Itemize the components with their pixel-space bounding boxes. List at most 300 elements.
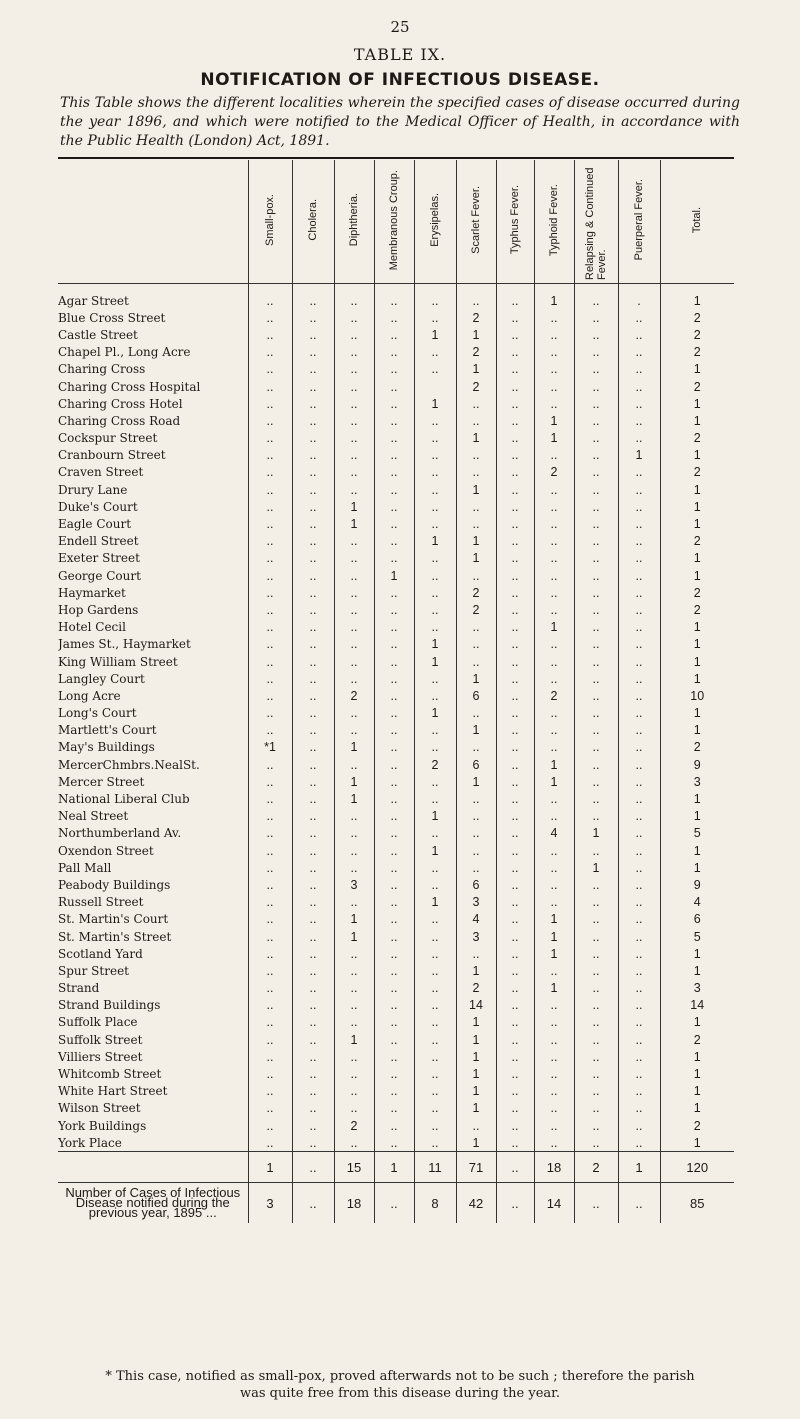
locality-name: Northumberland Av. bbox=[58, 826, 182, 841]
table-row bbox=[58, 1083, 734, 1100]
cell-value: .. bbox=[334, 481, 374, 498]
cell-value: .. bbox=[496, 687, 534, 704]
cell-value: .. bbox=[248, 825, 292, 842]
total-value: .. bbox=[496, 1152, 534, 1183]
cell-value: .. bbox=[334, 464, 374, 481]
previous-year-value: 3 bbox=[248, 1183, 292, 1224]
cell-value: .. bbox=[534, 876, 574, 893]
column-header bbox=[374, 160, 414, 284]
cell-value: .. bbox=[374, 653, 414, 670]
cell-value: .. bbox=[574, 945, 618, 962]
locality-name: Villiers Street bbox=[58, 1049, 143, 1064]
cell-value: .. bbox=[496, 980, 534, 997]
cell-value: 3 bbox=[456, 928, 496, 945]
locality-name: Peabody Buildings bbox=[58, 877, 171, 892]
cell-value: 2 bbox=[660, 601, 734, 618]
cell-value: .. bbox=[248, 670, 292, 687]
cell-value: .. bbox=[574, 1048, 618, 1065]
cell-value: 1 bbox=[660, 515, 734, 532]
cell-value: .. bbox=[374, 739, 414, 756]
cell-value: .. bbox=[414, 739, 456, 756]
column-header bbox=[496, 160, 534, 284]
cell-value: .. bbox=[496, 361, 534, 378]
cell-value: .. bbox=[496, 1117, 534, 1134]
cell-value: .. bbox=[574, 430, 618, 447]
previous-year-label: Number of Cases of Infectious Disease notified during the previous year, 1895 ... bbox=[58, 1183, 248, 1224]
cell-value: .. bbox=[414, 1117, 456, 1134]
cell-value: 1 bbox=[660, 1100, 734, 1117]
cell-value: .. bbox=[618, 1014, 660, 1031]
cell-value: .. bbox=[574, 309, 618, 326]
cell-value: 1 bbox=[534, 412, 574, 429]
cell-value: .. bbox=[574, 533, 618, 550]
column-header-label: Diphtheria. bbox=[348, 193, 360, 247]
cell-value: .. bbox=[374, 464, 414, 481]
cell-value: .. bbox=[496, 533, 534, 550]
previous-year-value: .. bbox=[618, 1183, 660, 1224]
cell-value: 1 bbox=[660, 284, 734, 310]
table-row bbox=[58, 722, 734, 739]
cell-value: .. bbox=[496, 945, 534, 962]
cell-value: .. bbox=[534, 1100, 574, 1117]
locality-name: Charing Cross Hospital bbox=[58, 379, 201, 394]
cell-value: .. bbox=[248, 344, 292, 361]
cell-value: .. bbox=[292, 739, 334, 756]
cell-value: 2 bbox=[456, 344, 496, 361]
cell-value: .. bbox=[292, 533, 334, 550]
locality-name: James St., Haymarket bbox=[58, 637, 191, 652]
cell-value: .. bbox=[456, 1117, 496, 1134]
previous-year-value: 42 bbox=[456, 1183, 496, 1224]
cell-value: .. bbox=[618, 481, 660, 498]
cell-value: .. bbox=[534, 808, 574, 825]
cell-value: 1 bbox=[660, 653, 734, 670]
cell-value: 1 bbox=[456, 722, 496, 739]
locality-name: Strand bbox=[58, 981, 100, 996]
cell-value: .. bbox=[574, 928, 618, 945]
cell-value: .. bbox=[574, 1031, 618, 1048]
cell-value: .. bbox=[414, 1134, 456, 1152]
cell-value: .. bbox=[414, 481, 456, 498]
cell-value: 6 bbox=[456, 876, 496, 893]
cell-value: .. bbox=[574, 670, 618, 687]
cell-value: .. bbox=[574, 980, 618, 997]
cell-value: 14 bbox=[660, 997, 734, 1014]
cell-value: .. bbox=[334, 619, 374, 636]
cell-value: .. bbox=[574, 997, 618, 1014]
locality-name: Long Acre bbox=[58, 688, 121, 703]
cell-value: .. bbox=[374, 705, 414, 722]
cell-value: .. bbox=[334, 550, 374, 567]
cell-value: 1 bbox=[660, 1014, 734, 1031]
locality-name: Charing Cross bbox=[58, 362, 146, 377]
table-row bbox=[58, 584, 734, 601]
table-row bbox=[58, 859, 734, 876]
cell-value: 2 bbox=[660, 464, 734, 481]
cell-value: .. bbox=[292, 722, 334, 739]
cell-value: .. bbox=[534, 859, 574, 876]
cell-value: 1 bbox=[334, 1031, 374, 1048]
cell-value: .. bbox=[618, 636, 660, 653]
cell-value: .. bbox=[534, 567, 574, 584]
cell-value: .. bbox=[618, 653, 660, 670]
cell-value: 1 bbox=[334, 790, 374, 807]
locality-name: Drury Lane bbox=[58, 482, 128, 497]
previous-year-value: .. bbox=[496, 1183, 534, 1224]
cell-value: .. bbox=[292, 481, 334, 498]
cell-value: .. bbox=[618, 980, 660, 997]
locality-name: Russell Street bbox=[58, 895, 144, 910]
top-rule bbox=[58, 157, 734, 159]
cell-value: 1 bbox=[534, 980, 574, 997]
cell-value: 9 bbox=[660, 756, 734, 773]
cell-value: .. bbox=[618, 722, 660, 739]
total-value: 18 bbox=[534, 1152, 574, 1183]
table-row bbox=[58, 1134, 734, 1152]
cell-value: 1 bbox=[456, 1100, 496, 1117]
cell-value: .. bbox=[248, 464, 292, 481]
cell-value: .. bbox=[292, 842, 334, 859]
cell-value: .. bbox=[414, 773, 456, 790]
locality-name: Suffolk Place bbox=[58, 1015, 138, 1030]
cell-value: .. bbox=[334, 378, 374, 395]
locality-name: Hotel Cecil bbox=[58, 620, 126, 635]
cell-value: .. bbox=[414, 1083, 456, 1100]
table-row bbox=[58, 447, 734, 464]
cell-value: .. bbox=[618, 567, 660, 584]
cell-value: . bbox=[618, 284, 660, 310]
cell-value: .. bbox=[574, 412, 618, 429]
cell-value: 1 bbox=[618, 447, 660, 464]
cell-value: .. bbox=[456, 825, 496, 842]
cell-value: .. bbox=[574, 636, 618, 653]
cell-value: .. bbox=[248, 1117, 292, 1134]
cell-value: .. bbox=[374, 344, 414, 361]
cell-value: .. bbox=[574, 1117, 618, 1134]
cell-value: .. bbox=[574, 361, 618, 378]
cell-value: 1 bbox=[456, 773, 496, 790]
cell-value: .. bbox=[414, 584, 456, 601]
locality-name: National Liberal Club bbox=[58, 792, 190, 807]
cell-value: 1 bbox=[660, 790, 734, 807]
cell-value: .. bbox=[618, 773, 660, 790]
cell-value: .. bbox=[414, 344, 456, 361]
locality-name: Strand Buildings bbox=[58, 998, 161, 1013]
column-header bbox=[456, 160, 496, 284]
cell-value: .. bbox=[248, 284, 292, 310]
cell-value: .. bbox=[248, 1014, 292, 1031]
table-body bbox=[58, 284, 734, 1224]
cell-value: .. bbox=[374, 773, 414, 790]
cell-value: .. bbox=[496, 773, 534, 790]
cell-value: .. bbox=[574, 1083, 618, 1100]
cell-value: .. bbox=[534, 722, 574, 739]
cell-value: .. bbox=[292, 859, 334, 876]
cell-value: .. bbox=[414, 945, 456, 962]
table-row bbox=[58, 378, 734, 395]
cell-value: .. bbox=[248, 894, 292, 911]
cell-value: 1 bbox=[534, 430, 574, 447]
cell-value: .. bbox=[618, 687, 660, 704]
cell-value: .. bbox=[248, 515, 292, 532]
cell-value: .. bbox=[534, 550, 574, 567]
locality-name: Mercer Street bbox=[58, 774, 145, 789]
cell-value: .. bbox=[248, 326, 292, 343]
cell-value: .. bbox=[248, 533, 292, 550]
cell-value: .. bbox=[414, 670, 456, 687]
cell-value: .. bbox=[574, 284, 618, 310]
cell-value: 1 bbox=[574, 825, 618, 842]
cell-value: .. bbox=[248, 997, 292, 1014]
cell-value: 1 bbox=[660, 808, 734, 825]
cell-value: 2 bbox=[660, 1117, 734, 1134]
cell-value: .. bbox=[534, 344, 574, 361]
cell-value: .. bbox=[574, 790, 618, 807]
cell-value: .. bbox=[334, 1100, 374, 1117]
footnote: * This case, notified as small-pox, proved afterwards not to be such ; therefore the parish was quite free from this disease during the year. bbox=[105, 1369, 695, 1401]
column-header-label: Small-pox. bbox=[264, 194, 276, 246]
totals-row bbox=[58, 1152, 734, 1183]
cell-value: .. bbox=[618, 790, 660, 807]
cell-value: .. bbox=[414, 876, 456, 893]
cell-value: .. bbox=[414, 447, 456, 464]
cell-value: .. bbox=[574, 1065, 618, 1082]
cell-value: .. bbox=[534, 842, 574, 859]
cell-value: .. bbox=[496, 378, 534, 395]
cell-value: .. bbox=[334, 326, 374, 343]
cell-value: .. bbox=[292, 584, 334, 601]
cell-value: 1 bbox=[334, 515, 374, 532]
cell-value: .. bbox=[334, 722, 374, 739]
cell-value: .. bbox=[248, 619, 292, 636]
locality-name: Pall Mall bbox=[58, 860, 112, 875]
cell-value: .. bbox=[456, 395, 496, 412]
cell-value: 1 bbox=[414, 395, 456, 412]
cell-value: .. bbox=[496, 1048, 534, 1065]
cell-value: .. bbox=[456, 567, 496, 584]
table-row bbox=[58, 498, 734, 515]
cell-value: .. bbox=[374, 395, 414, 412]
locality-name: Exeter Street bbox=[58, 551, 140, 566]
cell-value: .. bbox=[496, 670, 534, 687]
table-row bbox=[58, 911, 734, 928]
cell-value: .. bbox=[496, 928, 534, 945]
cell-value: .. bbox=[334, 1083, 374, 1100]
cell-value: .. bbox=[618, 533, 660, 550]
cell-value: .. bbox=[292, 945, 334, 962]
cell-value: .. bbox=[374, 533, 414, 550]
locality-name: Long's Court bbox=[58, 706, 137, 721]
locality-name: Blue Cross Street bbox=[58, 310, 166, 325]
cell-value: .. bbox=[618, 1134, 660, 1152]
cell-value: .. bbox=[574, 876, 618, 893]
cell-value: 6 bbox=[660, 911, 734, 928]
column-header-label: Erysipelas. bbox=[429, 193, 441, 247]
cell-value: 1 bbox=[660, 636, 734, 653]
cell-value: .. bbox=[496, 1065, 534, 1082]
cell-value: .. bbox=[334, 670, 374, 687]
cell-value: .. bbox=[374, 928, 414, 945]
table-row bbox=[58, 412, 734, 429]
cell-value: .. bbox=[374, 670, 414, 687]
previous-year-value: 14 bbox=[534, 1183, 574, 1224]
total-value: 1 bbox=[374, 1152, 414, 1183]
cell-value: .. bbox=[414, 997, 456, 1014]
cell-value: .. bbox=[496, 842, 534, 859]
cell-value: .. bbox=[374, 1083, 414, 1100]
cell-value: 1 bbox=[414, 653, 456, 670]
cell-value: .. bbox=[534, 309, 574, 326]
cell-value: .. bbox=[414, 464, 456, 481]
cell-value: .. bbox=[618, 1100, 660, 1117]
table-row bbox=[58, 1048, 734, 1065]
cell-value: 1 bbox=[456, 533, 496, 550]
cell-value: .. bbox=[574, 378, 618, 395]
cell-value: .. bbox=[334, 636, 374, 653]
cell-value: .. bbox=[374, 636, 414, 653]
cell-value: .. bbox=[496, 430, 534, 447]
cell-value: .. bbox=[574, 498, 618, 515]
cell-value: .. bbox=[374, 825, 414, 842]
cell-value: .. bbox=[456, 739, 496, 756]
column-header-label: Typhoid Fever. bbox=[548, 183, 560, 257]
cell-value: 1 bbox=[660, 945, 734, 962]
cell-value: 1 bbox=[456, 1031, 496, 1048]
cell-value: .. bbox=[496, 962, 534, 979]
cell-value: .. bbox=[292, 636, 334, 653]
cell-value: .. bbox=[414, 962, 456, 979]
cell-value: .. bbox=[292, 670, 334, 687]
cell-value: .. bbox=[496, 1134, 534, 1152]
locality-name: Langley Court bbox=[58, 671, 145, 686]
cell-value: .. bbox=[496, 997, 534, 1014]
table-row bbox=[58, 464, 734, 481]
locality-name: Charing Cross Road bbox=[58, 413, 181, 428]
cell-value: .. bbox=[292, 773, 334, 790]
cell-value: .. bbox=[292, 756, 334, 773]
cell-value: 4 bbox=[534, 825, 574, 842]
column-header-row bbox=[58, 160, 734, 284]
column-header-label: Relapsing & Continued Fever. bbox=[584, 167, 608, 280]
cell-value: .. bbox=[456, 808, 496, 825]
cell-value: .. bbox=[334, 601, 374, 618]
cell-value: 1 bbox=[456, 550, 496, 567]
locality-name: St. Martin's Court bbox=[58, 912, 169, 927]
cell-value: .. bbox=[496, 1031, 534, 1048]
cell-value: .. bbox=[334, 980, 374, 997]
cell-value: .. bbox=[496, 619, 534, 636]
cell-value: 1 bbox=[334, 498, 374, 515]
table-row bbox=[58, 670, 734, 687]
cell-value: .. bbox=[496, 326, 534, 343]
cell-value: .. bbox=[574, 773, 618, 790]
cell-value: .. bbox=[496, 498, 534, 515]
cell-value: .. bbox=[618, 859, 660, 876]
cell-value: .. bbox=[618, 601, 660, 618]
cell-value: .. bbox=[618, 962, 660, 979]
locality-name: Whitcomb Street bbox=[58, 1067, 162, 1082]
cell-value: .. bbox=[496, 808, 534, 825]
cell-value: .. bbox=[574, 808, 618, 825]
total-value: 15 bbox=[334, 1152, 374, 1183]
table-heading: NOTIFICATION OF INFECTIOUS DISEASE. bbox=[200, 70, 600, 90]
cell-value: .. bbox=[534, 481, 574, 498]
cell-value: 2 bbox=[456, 378, 496, 395]
cell-value: .. bbox=[248, 705, 292, 722]
cell-value: .. bbox=[374, 1014, 414, 1031]
cell-value: .. bbox=[496, 894, 534, 911]
cell-value: .. bbox=[414, 859, 456, 876]
cell-value: .. bbox=[534, 790, 574, 807]
cell-value: .. bbox=[414, 284, 456, 310]
cell-value: .. bbox=[374, 722, 414, 739]
cell-value: .. bbox=[248, 395, 292, 412]
cell-value: .. bbox=[496, 412, 534, 429]
cell-value: .. bbox=[574, 567, 618, 584]
cell-value: .. bbox=[248, 430, 292, 447]
cell-value: .. bbox=[496, 876, 534, 893]
cell-value: .. bbox=[374, 515, 414, 532]
cell-value: .. bbox=[334, 945, 374, 962]
cell-value: .. bbox=[414, 722, 456, 739]
table-row bbox=[58, 825, 734, 842]
cell-value: .. bbox=[374, 378, 414, 395]
cell-value: 1 bbox=[334, 773, 374, 790]
cell-value: .. bbox=[534, 962, 574, 979]
table-row bbox=[58, 1117, 734, 1134]
locality-name: May's Buildings bbox=[58, 740, 155, 755]
cell-value: .. bbox=[574, 584, 618, 601]
cell-value: 1 bbox=[456, 1014, 496, 1031]
table-row bbox=[58, 430, 734, 447]
cell-value: .. bbox=[292, 378, 334, 395]
cell-value: .. bbox=[248, 378, 292, 395]
cell-value: .. bbox=[334, 756, 374, 773]
cell-value: 2 bbox=[456, 309, 496, 326]
cell-value: .. bbox=[618, 430, 660, 447]
cell-value: .. bbox=[618, 756, 660, 773]
totals-label-cell bbox=[58, 1152, 248, 1183]
cell-value: .. bbox=[618, 670, 660, 687]
cell-value: 9 bbox=[660, 876, 734, 893]
cell-value: .. bbox=[248, 859, 292, 876]
cell-value: .. bbox=[574, 1134, 618, 1152]
cell-value: 6 bbox=[456, 687, 496, 704]
cell-value: .. bbox=[292, 309, 334, 326]
cell-value: 1 bbox=[334, 928, 374, 945]
cell-value: .. bbox=[496, 344, 534, 361]
table-row bbox=[58, 550, 734, 567]
column-header bbox=[660, 160, 734, 284]
cell-value: .. bbox=[618, 894, 660, 911]
cell-value: .. bbox=[496, 584, 534, 601]
cell-value: .. bbox=[618, 928, 660, 945]
cell-value: 1 bbox=[456, 670, 496, 687]
table-row bbox=[58, 636, 734, 653]
cell-value: .. bbox=[248, 1031, 292, 1048]
cell-value: .. bbox=[248, 584, 292, 601]
cell-value: .. bbox=[618, 825, 660, 842]
locality-name: York Buildings bbox=[58, 1118, 147, 1133]
cell-value: .. bbox=[618, 705, 660, 722]
cell-value: .. bbox=[374, 481, 414, 498]
cell-value: .. bbox=[248, 808, 292, 825]
locality-name: Wilson Street bbox=[58, 1101, 141, 1116]
cell-value: 1 bbox=[456, 326, 496, 343]
cell-value: .. bbox=[374, 842, 414, 859]
table-row bbox=[58, 756, 734, 773]
cell-value: 2 bbox=[660, 1031, 734, 1048]
